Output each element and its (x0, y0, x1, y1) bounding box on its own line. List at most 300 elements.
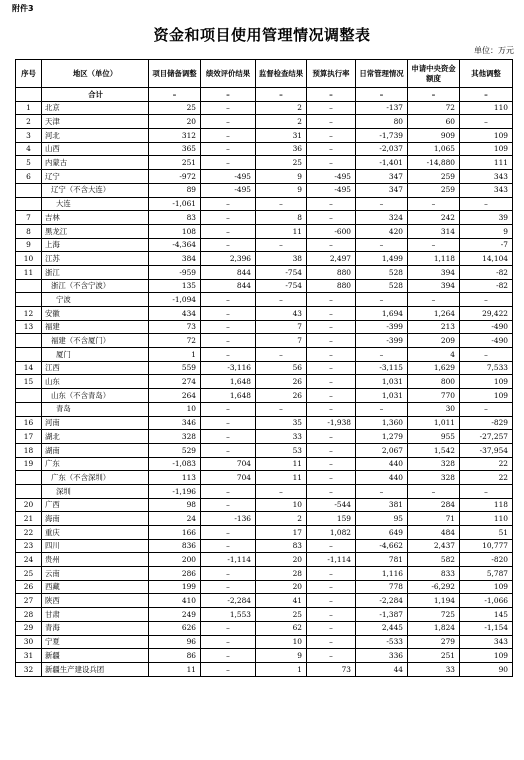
row-seq: 15 (16, 375, 42, 389)
table-row (16, 211, 513, 225)
row-value: – (201, 484, 256, 498)
table-row (16, 375, 513, 389)
row-value: 324 (356, 211, 408, 225)
row-value: – (307, 197, 356, 211)
row-seq: 11 (16, 265, 42, 279)
row-value: 1,011 (408, 416, 460, 430)
row-value: – (201, 197, 256, 211)
row-seq: 14 (16, 361, 42, 375)
row-value: -495 (307, 183, 356, 197)
document-title: 资金和项目使用管理情况调整表 (153, 26, 371, 44)
row-value: 434 (149, 307, 201, 321)
row-value: – (307, 402, 356, 416)
row-value: 440 (356, 471, 408, 485)
row-value: -1,061 (149, 197, 201, 211)
row-seq: 13 (16, 320, 42, 334)
row-region: 大连 (42, 197, 149, 211)
row-value: – (307, 320, 356, 334)
row-value: – (307, 471, 356, 485)
row-value: 60 (408, 115, 460, 129)
row-value: – (307, 115, 356, 129)
row-value: 108 (149, 224, 201, 238)
row-value: – (307, 649, 356, 663)
row-seq: 9 (16, 238, 42, 252)
table-row (16, 320, 513, 334)
column-header: 监督检查结果 (256, 60, 307, 88)
row-value: 9 (256, 649, 307, 663)
row-value: 86 (149, 649, 201, 663)
row-value: – (149, 88, 201, 102)
row-region: 湖南 (42, 443, 149, 457)
row-value: 343 (460, 170, 513, 184)
row-value: 73 (149, 320, 201, 334)
table-row (16, 402, 513, 416)
column-header: 地区（单位） (42, 60, 149, 88)
table-row (16, 348, 513, 362)
table-body (16, 88, 513, 677)
row-value: – (307, 443, 356, 457)
row-seq: 5 (16, 156, 42, 170)
row-value: 10 (149, 402, 201, 416)
row-value: 83 (149, 211, 201, 225)
row-value: -136 (201, 512, 256, 526)
row-value: -3,116 (201, 361, 256, 375)
row-value: 626 (149, 621, 201, 635)
row-value: – (201, 580, 256, 594)
table-row (16, 170, 513, 184)
row-value: 274 (149, 375, 201, 389)
table-row (16, 539, 513, 553)
row-value: 26 (256, 389, 307, 403)
row-region: 河北 (42, 129, 149, 143)
row-value: 7,533 (460, 361, 513, 375)
row-value: – (201, 156, 256, 170)
row-value: 279 (408, 635, 460, 649)
row-value: – (256, 402, 307, 416)
row-value: -1,094 (149, 293, 201, 307)
row-value: 336 (356, 649, 408, 663)
table-row (16, 471, 513, 485)
row-value: – (307, 293, 356, 307)
row-value: – (356, 197, 408, 211)
row-value: 30 (408, 402, 460, 416)
row-region: 深圳 (42, 484, 149, 498)
row-value: – (201, 621, 256, 635)
row-value: 209 (408, 334, 460, 348)
row-value: – (408, 484, 460, 498)
row-value: – (460, 197, 513, 211)
row-value: 22 (460, 471, 513, 485)
row-value: – (256, 293, 307, 307)
row-value: – (460, 115, 513, 129)
row-region: 西藏 (42, 580, 149, 594)
row-value: 836 (149, 539, 201, 553)
table-row (16, 224, 513, 238)
row-value: – (201, 402, 256, 416)
row-value: – (307, 375, 356, 389)
row-value: 25 (256, 156, 307, 170)
column-header: 序号 (16, 60, 42, 88)
row-value: 909 (408, 129, 460, 143)
row-seq: 12 (16, 307, 42, 321)
row-value: – (356, 484, 408, 498)
row-seq: 22 (16, 526, 42, 540)
row-value: 394 (408, 279, 460, 293)
row-value: 9 (256, 170, 307, 184)
row-value: 51 (460, 526, 513, 540)
table-row (16, 608, 513, 622)
row-seq: 4 (16, 142, 42, 156)
row-value: -490 (460, 320, 513, 334)
row-value: 1,194 (408, 594, 460, 608)
row-value: 72 (149, 334, 201, 348)
row-region: 山东 (42, 375, 149, 389)
row-seq (16, 348, 42, 362)
row-value: – (307, 348, 356, 362)
row-seq: 20 (16, 498, 42, 512)
row-value: 135 (149, 279, 201, 293)
row-value: 110 (460, 512, 513, 526)
row-value: -137 (356, 101, 408, 115)
row-value: -1,196 (149, 484, 201, 498)
row-region: 宁夏 (42, 635, 149, 649)
row-value: – (201, 662, 256, 676)
row-value: 649 (356, 526, 408, 540)
table-row (16, 430, 513, 444)
row-region: 内蒙古 (42, 156, 149, 170)
row-value: 113 (149, 471, 201, 485)
row-value: 5,787 (460, 567, 513, 581)
table-row (16, 635, 513, 649)
unit-label: 单位：万元 (474, 46, 514, 55)
row-value: -1,401 (356, 156, 408, 170)
row-region: 宁波 (42, 293, 149, 307)
row-value: – (307, 484, 356, 498)
row-value: 11 (149, 662, 201, 676)
row-region: 甘肃 (42, 608, 149, 622)
row-value: 844 (201, 279, 256, 293)
row-value: 17 (256, 526, 307, 540)
table-row (16, 498, 513, 512)
row-region: 黑龙江 (42, 224, 149, 238)
row-seq (16, 402, 42, 416)
row-value: – (201, 115, 256, 129)
row-value: – (307, 608, 356, 622)
row-value: – (256, 88, 307, 102)
row-value: 725 (408, 608, 460, 622)
row-value: -495 (201, 183, 256, 197)
row-value: 11 (256, 471, 307, 485)
row-value: -14,880 (408, 156, 460, 170)
row-value: – (307, 88, 356, 102)
row-value: -820 (460, 553, 513, 567)
table-row (16, 307, 513, 321)
row-value: – (307, 635, 356, 649)
row-value: 582 (408, 553, 460, 567)
row-value: – (201, 101, 256, 115)
row-value: – (307, 580, 356, 594)
row-value: – (256, 484, 307, 498)
row-value: 955 (408, 430, 460, 444)
row-value: 251 (149, 156, 201, 170)
row-value: 109 (460, 580, 513, 594)
row-value: – (307, 142, 356, 156)
row-value: 1 (256, 662, 307, 676)
column-header: 日常管理情况 (356, 60, 408, 88)
row-value: 394 (408, 265, 460, 279)
row-value: 24 (149, 512, 201, 526)
column-header: 其他调整 (460, 60, 513, 88)
row-value: 145 (460, 608, 513, 622)
row-value: 1,499 (356, 252, 408, 266)
row-value: 251 (408, 649, 460, 663)
row-seq: 17 (16, 430, 42, 444)
row-value: 89 (149, 183, 201, 197)
row-value: – (307, 361, 356, 375)
row-seq (16, 88, 42, 102)
table-row (16, 293, 513, 307)
row-value: 1,629 (408, 361, 460, 375)
row-region: 四川 (42, 539, 149, 553)
row-value: – (307, 129, 356, 143)
row-value: 2,437 (408, 539, 460, 553)
row-value: 704 (201, 471, 256, 485)
row-value: – (201, 129, 256, 143)
row-value: 1,824 (408, 621, 460, 635)
row-region: 吉林 (42, 211, 149, 225)
row-value: – (256, 197, 307, 211)
row-value: 347 (356, 183, 408, 197)
row-value: 71 (408, 512, 460, 526)
row-region: 浙江（不含宁波） (42, 279, 149, 293)
column-header: 申请中央资金额度 (408, 60, 460, 88)
row-value: – (460, 402, 513, 416)
row-value: – (201, 142, 256, 156)
row-value: -495 (307, 170, 356, 184)
row-value: 242 (408, 211, 460, 225)
row-value: 22 (460, 457, 513, 471)
row-value: -2,284 (356, 594, 408, 608)
row-region: 湖北 (42, 430, 149, 444)
row-value: – (460, 293, 513, 307)
row-seq (16, 197, 42, 211)
row-value: 118 (460, 498, 513, 512)
row-value: – (201, 430, 256, 444)
row-value: 28 (256, 567, 307, 581)
row-value: 1,648 (201, 389, 256, 403)
row-value: 41 (256, 594, 307, 608)
row-value: 96 (149, 635, 201, 649)
table-row (16, 101, 513, 115)
row-value: 781 (356, 553, 408, 567)
row-value: 1,279 (356, 430, 408, 444)
row-value: -6,292 (408, 580, 460, 594)
table-row (16, 279, 513, 293)
row-value: -399 (356, 334, 408, 348)
table-row (16, 142, 513, 156)
row-value: -4,364 (149, 238, 201, 252)
row-value: 4 (408, 348, 460, 362)
row-value: 1,264 (408, 307, 460, 321)
row-value: 2 (256, 101, 307, 115)
row-value: 200 (149, 553, 201, 567)
row-value: 83 (256, 539, 307, 553)
table-row (16, 252, 513, 266)
table-row (16, 567, 513, 581)
row-value: -37,954 (460, 443, 513, 457)
row-seq (16, 279, 42, 293)
row-seq: 31 (16, 649, 42, 663)
row-value: – (201, 88, 256, 102)
table-row (16, 553, 513, 567)
row-value: – (307, 457, 356, 471)
row-value: -972 (149, 170, 201, 184)
table-row (16, 156, 513, 170)
row-seq: 26 (16, 580, 42, 594)
row-value: 199 (149, 580, 201, 594)
row-value: – (307, 621, 356, 635)
row-value: 90 (460, 662, 513, 676)
row-seq: 3 (16, 129, 42, 143)
row-seq: 10 (16, 252, 42, 266)
row-value: 80 (356, 115, 408, 129)
table-row (16, 265, 513, 279)
row-value: 844 (201, 265, 256, 279)
row-value: 284 (408, 498, 460, 512)
column-header: 预算执行率 (307, 60, 356, 88)
row-region: 山西 (42, 142, 149, 156)
row-value: – (460, 348, 513, 362)
row-value: 20 (149, 115, 201, 129)
row-region: 青海 (42, 621, 149, 635)
row-value: -3,115 (356, 361, 408, 375)
row-seq: 23 (16, 539, 42, 553)
row-region: 青岛 (42, 402, 149, 416)
row-region: 贵州 (42, 553, 149, 567)
row-region: 山东（不含青岛） (42, 389, 149, 403)
row-region: 重庆 (42, 526, 149, 540)
row-value: 328 (408, 457, 460, 471)
row-value: 778 (356, 580, 408, 594)
row-seq: 16 (16, 416, 42, 430)
row-seq: 8 (16, 224, 42, 238)
row-value: 98 (149, 498, 201, 512)
row-value: 7 (256, 334, 307, 348)
row-value: – (201, 649, 256, 663)
row-value: -490 (460, 334, 513, 348)
row-value: -533 (356, 635, 408, 649)
row-value: 2 (256, 115, 307, 129)
row-value: 166 (149, 526, 201, 540)
row-region: 新疆 (42, 649, 149, 663)
table-row (16, 526, 513, 540)
row-seq: 21 (16, 512, 42, 526)
row-value: – (201, 526, 256, 540)
row-region: 新疆生产建设兵团 (42, 662, 149, 676)
row-value: -1,739 (356, 129, 408, 143)
row-region: 辽宁 (42, 170, 149, 184)
row-value: – (256, 348, 307, 362)
row-region: 河南 (42, 416, 149, 430)
row-value: 249 (149, 608, 201, 622)
row-region: 合计 (42, 88, 149, 102)
row-value: – (356, 293, 408, 307)
row-seq: 27 (16, 594, 42, 608)
row-value: -1,114 (307, 553, 356, 567)
row-region: 广东 (42, 457, 149, 471)
row-value: 109 (460, 649, 513, 663)
total-row (16, 88, 513, 102)
row-seq: 25 (16, 567, 42, 581)
row-value: 25 (149, 101, 201, 115)
row-value: – (201, 238, 256, 252)
row-value: 1,116 (356, 567, 408, 581)
row-seq (16, 484, 42, 498)
row-region: 福建 (42, 320, 149, 334)
row-value: -7 (460, 238, 513, 252)
row-value: 1,648 (201, 375, 256, 389)
row-value: 38 (256, 252, 307, 266)
row-value: 770 (408, 389, 460, 403)
row-seq: 6 (16, 170, 42, 184)
table-row (16, 484, 513, 498)
table-row (16, 197, 513, 211)
row-region: 浙江 (42, 265, 149, 279)
row-value: 9 (256, 183, 307, 197)
row-value: -2,284 (201, 594, 256, 608)
row-value: – (460, 484, 513, 498)
row-value: – (201, 293, 256, 307)
row-value: -1,938 (307, 416, 356, 430)
table-header-row (16, 60, 513, 88)
row-value: -544 (307, 498, 356, 512)
row-value: – (201, 307, 256, 321)
row-value: 95 (356, 512, 408, 526)
row-region: 海南 (42, 512, 149, 526)
row-value: – (307, 238, 356, 252)
row-value: -1,083 (149, 457, 201, 471)
row-seq (16, 293, 42, 307)
row-value: 1,360 (356, 416, 408, 430)
row-value: 343 (460, 635, 513, 649)
row-value: 346 (149, 416, 201, 430)
row-value: 33 (256, 430, 307, 444)
row-seq: 28 (16, 608, 42, 622)
row-value: 343 (460, 183, 513, 197)
row-value: – (408, 88, 460, 102)
row-value: -495 (201, 170, 256, 184)
row-value: – (201, 443, 256, 457)
row-value: 1 (149, 348, 201, 362)
row-value: -27,257 (460, 430, 513, 444)
table-row (16, 512, 513, 526)
row-value: 10 (256, 635, 307, 649)
table-row (16, 443, 513, 457)
row-value: – (307, 539, 356, 553)
row-value: 800 (408, 375, 460, 389)
table-row (16, 129, 513, 143)
row-value: 109 (460, 375, 513, 389)
row-value: 73 (307, 662, 356, 676)
table-row (16, 115, 513, 129)
row-value: 109 (460, 389, 513, 403)
row-seq: 18 (16, 443, 42, 457)
row-region: 福建（不含厦门） (42, 334, 149, 348)
row-value: 2 (256, 512, 307, 526)
row-region: 江苏 (42, 252, 149, 266)
row-value: – (201, 498, 256, 512)
row-value: 381 (356, 498, 408, 512)
